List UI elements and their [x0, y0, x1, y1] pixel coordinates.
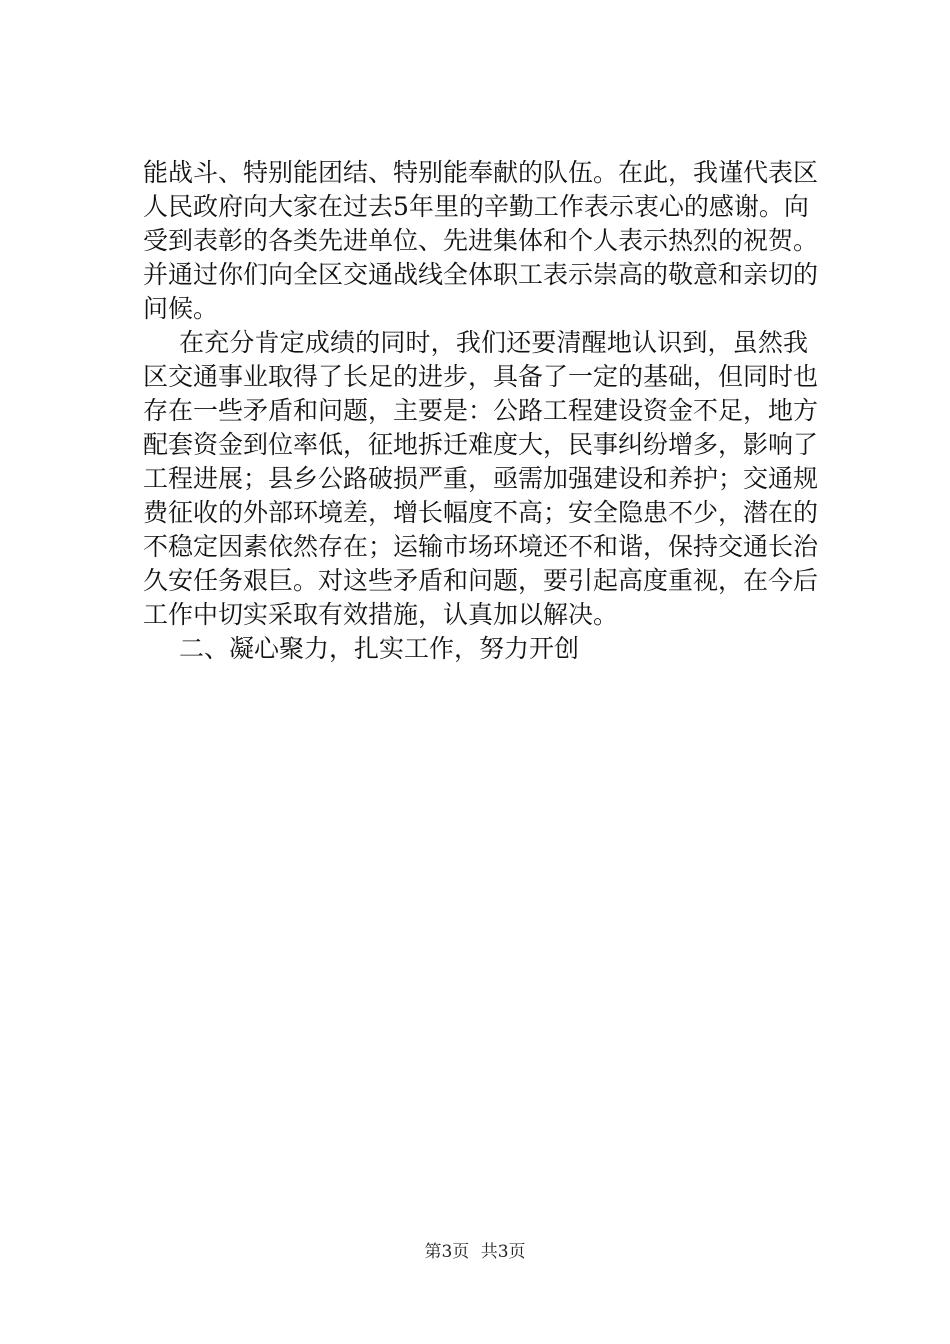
- text-line: 受到表彰的各类先进单位、先进集体和个人表示热烈的祝贺。: [143, 226, 819, 255]
- section-heading: [143, 632, 808, 666]
- page-total: 共3页: [480, 1242, 526, 1262]
- paragraph-problems: [143, 326, 819, 632]
- text-line: 费征收的外部环境差，增长幅度不高；安全隐患不少，潜在的: [143, 498, 819, 527]
- paragraph-continuation: [143, 156, 819, 326]
- heading-line: 二、凝心聚力，扎实工作，努力开创: [179, 634, 580, 663]
- page-footer: [0, 1240, 950, 1264]
- text-line: 在充分肯定成绩的同时，我们还要清醒地认识到，虽然我: [179, 328, 808, 357]
- text-line: 能战斗、特别能团结、特别能奉献的队伍。在此，我谨代表区: [143, 158, 819, 187]
- text-line: 区交通事业取得了长足的进步，具备了一定的基础，但同时也: [143, 362, 819, 391]
- text-line: 问候。: [143, 294, 219, 323]
- text-line: 并通过你们向全区交通战线全体职工表示崇高的敬意和亲切的: [143, 260, 819, 289]
- text-line: 工作中切实采取有效措施，认真加以解决。: [143, 600, 619, 629]
- text-line: 工程进展；县乡公路破损严重，亟需加强建设和养护；交通规: [143, 464, 819, 493]
- page-number: 第3页: [424, 1242, 470, 1262]
- document-body: [143, 156, 819, 666]
- text-line: 不稳定因素依然存在；运输市场环境还不和谐，保持交通长治: [143, 532, 819, 561]
- text-line: 久安任务艰巨。对这些矛盾和问题，要引起高度重视，在今后: [143, 566, 819, 595]
- text-line: 存在一些矛盾和问题，主要是：公路工程建设资金不足，地方: [143, 396, 819, 425]
- text-line: 人民政府向大家在过去5年里的辛勤工作表示衷心的感谢。向: [143, 192, 809, 221]
- text-line: 配套资金到位率低，征地拆迁难度大，民事纠纷增多，影响了: [143, 430, 819, 459]
